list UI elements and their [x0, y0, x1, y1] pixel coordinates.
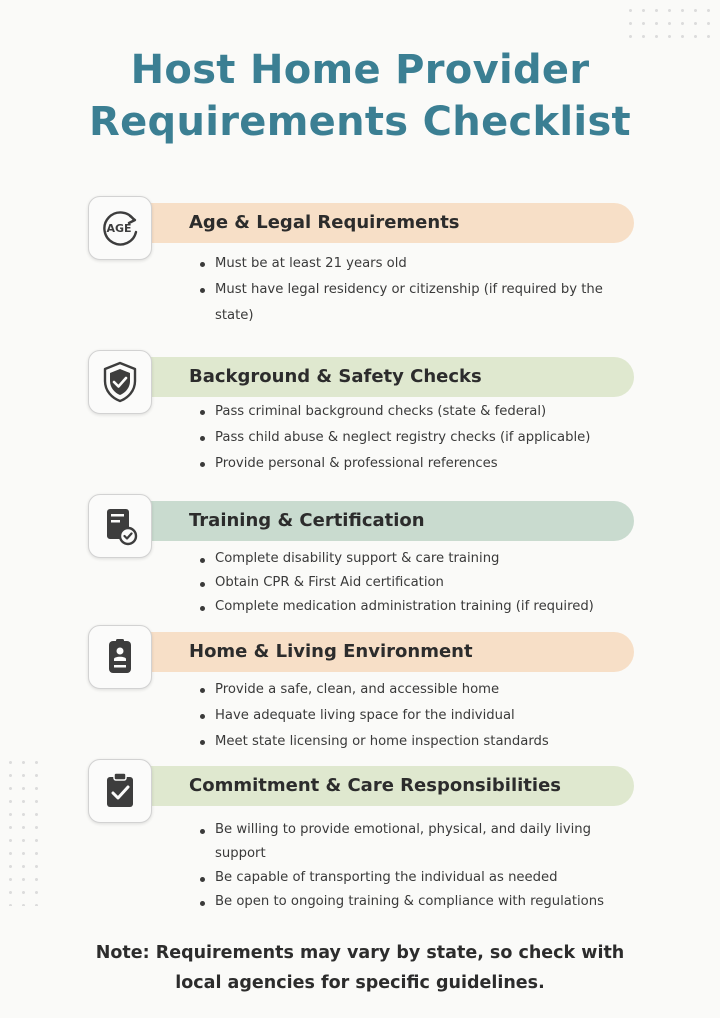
certificate-icon	[88, 494, 152, 558]
list-item: Have adequate living space for the individual	[199, 703, 619, 729]
age-icon	[88, 196, 152, 260]
clipboard-check-icon	[88, 759, 152, 823]
shield-check-icon	[88, 350, 152, 414]
list-item: Pass criminal background checks (state & federal)	[199, 399, 619, 425]
list-item: Pass child abuse & neglect registry checks (if applicable)	[199, 425, 619, 451]
list-item: Meet state licensing or home inspection standards	[199, 729, 619, 755]
requirement-list	[199, 399, 619, 477]
list-item: Obtain CPR & First Aid certification	[199, 571, 619, 595]
decorative-dot-grid-top-right	[624, 4, 716, 48]
list-item: Complete disability support & care training	[199, 547, 619, 571]
list-item: Provide personal & professional references	[199, 451, 619, 477]
list-item: Must be at least 21 years old	[199, 251, 619, 277]
list-item: Be open to ongoing training & compliance with regulations	[199, 890, 619, 914]
requirement-list	[199, 547, 619, 619]
section-title: Training & Certification	[189, 510, 425, 531]
requirement-list	[199, 251, 619, 329]
footer-note	[0, 938, 720, 998]
title-line-1: Host Home Provider	[130, 47, 590, 93]
list-item: Must have legal residency or citizenship (if required by the state)	[199, 277, 625, 329]
note-line-1: Note: Requirements may vary by state, so check with	[95, 943, 625, 963]
list-item: Be capable of transporting the individual as needed	[199, 866, 619, 890]
svg-text:AGE: AGE	[106, 222, 132, 235]
section-title: Commitment & Care Responsibilities	[189, 775, 562, 796]
list-item: Be willing to provide emotional, physical, and daily living support	[199, 818, 625, 866]
title-line-2: Requirements Checklist	[89, 99, 631, 145]
list-item: Complete medication administration training (if required)	[199, 595, 619, 619]
badge-id-icon	[88, 625, 152, 689]
note-line-2: local agencies for specific guidelines.	[175, 973, 545, 993]
requirement-list	[199, 677, 619, 755]
page-title	[0, 44, 720, 148]
list-item: Provide a safe, clean, and accessible home	[199, 677, 619, 703]
section-title: Age & Legal Requirements	[189, 212, 460, 233]
decorative-dot-grid-bottom-left	[4, 756, 38, 906]
section-title: Home & Living Environment	[189, 641, 473, 662]
section-title: Background & Safety Checks	[189, 366, 482, 387]
requirement-list	[199, 818, 619, 914]
